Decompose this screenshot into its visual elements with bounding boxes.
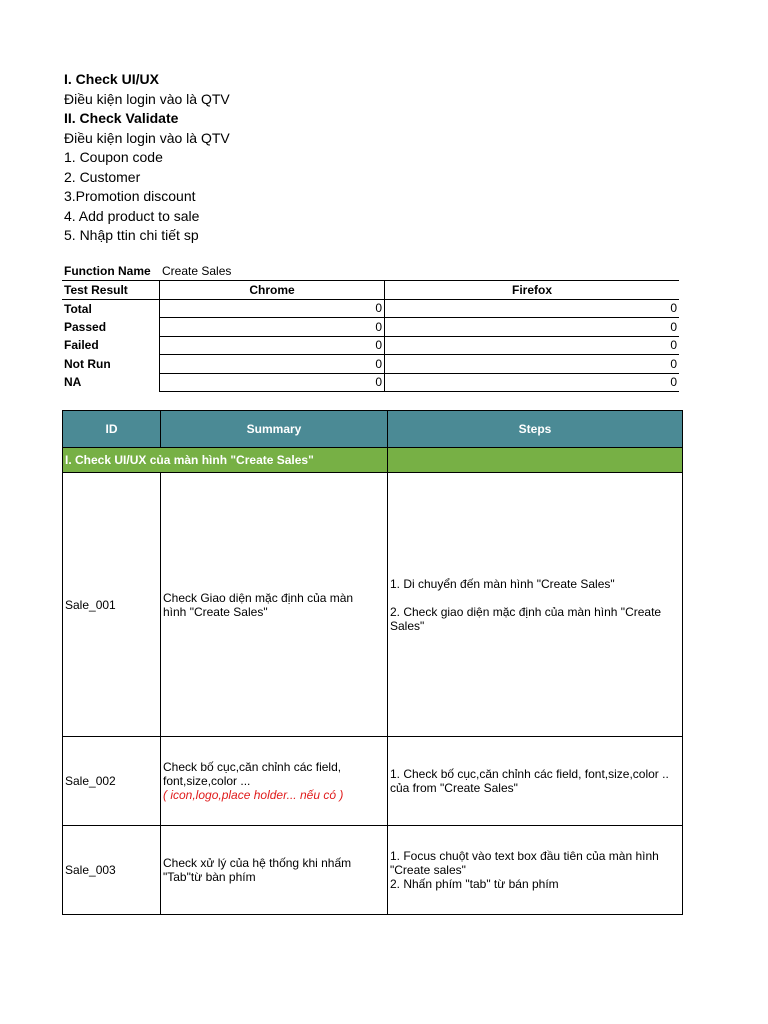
table-row xyxy=(63,826,683,915)
note-line: I. Check UI/UX xyxy=(64,71,159,87)
table-row xyxy=(62,373,679,392)
firefox-count: 0 xyxy=(385,336,680,355)
case-summary xyxy=(161,826,388,915)
case-summary-text: Check Giao diện mặc định của màn hình "Create Sales" xyxy=(163,590,354,619)
table-row xyxy=(62,299,679,318)
note-line: Điều kiện login vào là QTV xyxy=(64,129,230,146)
case-id: Sale_001 xyxy=(63,473,161,737)
note-line: 3.Promotion discount xyxy=(64,188,196,204)
id-header: ID xyxy=(63,411,161,448)
case-summary xyxy=(161,737,388,826)
table-row xyxy=(62,355,679,374)
chrome-count: 0 xyxy=(160,355,385,374)
note-line: 2. Customer xyxy=(64,168,141,185)
table-row xyxy=(63,473,683,737)
firefox-count: 0 xyxy=(385,355,680,374)
test-case-header xyxy=(63,411,683,448)
test-case-table xyxy=(62,410,683,915)
result-label: NA xyxy=(62,373,160,392)
table-row xyxy=(63,737,683,826)
case-summary-text: Check bố cục,căn chỉnh các field, font,size,color ... xyxy=(163,760,342,788)
test-result-label: Test Result xyxy=(62,281,160,300)
notes-block xyxy=(64,70,464,246)
result-label: Not Run xyxy=(62,355,160,374)
chrome-count: 0 xyxy=(160,318,385,337)
case-steps-text: 1. Check bố cục,căn chỉnh các field, font,size,color .. của from "Create Sales" xyxy=(390,767,669,795)
case-steps xyxy=(388,737,683,826)
note-line: 1. Coupon code xyxy=(64,149,163,165)
case-steps-text: 1. Di chuyển đến màn hình "Create Sales" 2. Check giao diện mặc định của màn hình "Create Sales" xyxy=(390,576,662,633)
case-steps-text: 1. Focus chuột vào text box đầu tiên của màn hình "Create sales" 2. Nhấn phím "tab" từ bán phím xyxy=(390,849,659,891)
chrome-count: 0 xyxy=(160,299,385,318)
case-summary xyxy=(161,473,388,737)
case-summary-text: Check xử lý của hệ thống khi nhấm "Tab"từ bàn phím xyxy=(163,856,352,884)
result-label: Failed xyxy=(62,336,160,355)
function-name-label: Function Name xyxy=(64,264,151,278)
table-row xyxy=(62,318,679,337)
section-row xyxy=(63,448,683,473)
section-spacer xyxy=(388,448,683,473)
section-title: I. Check UI/UX của màn hình "Create Sales" xyxy=(63,448,388,473)
note-line: II. Check Validate xyxy=(64,110,179,126)
summary-header: Summary xyxy=(161,411,388,448)
note-line: Điều kiện login vào là QTV xyxy=(64,90,230,107)
chrome-header: Chrome xyxy=(160,281,385,300)
steps-header: Steps xyxy=(388,411,683,448)
case-summary-note: ( icon,logo,place holder... nếu có ) xyxy=(163,788,344,802)
case-steps xyxy=(388,473,683,737)
case-id: Sale_002 xyxy=(63,737,161,826)
test-result-header xyxy=(62,281,679,300)
firefox-count: 0 xyxy=(385,373,680,392)
chrome-count: 0 xyxy=(160,336,385,355)
chrome-count: 0 xyxy=(160,373,385,392)
table-row xyxy=(62,336,679,355)
case-steps xyxy=(388,826,683,915)
note-line: 4. Add product to sale xyxy=(64,207,200,224)
function-name-value: Create Sales xyxy=(162,264,232,278)
result-label: Total xyxy=(62,299,160,318)
firefox-header: Firefox xyxy=(385,281,680,300)
firefox-count: 0 xyxy=(385,318,680,337)
firefox-count: 0 xyxy=(385,299,680,318)
result-label: Passed xyxy=(62,318,160,337)
test-result-table xyxy=(62,280,679,392)
note-line: 5. Nhập ttin chi tiết sp xyxy=(64,227,199,243)
case-id: Sale_003 xyxy=(63,826,161,915)
